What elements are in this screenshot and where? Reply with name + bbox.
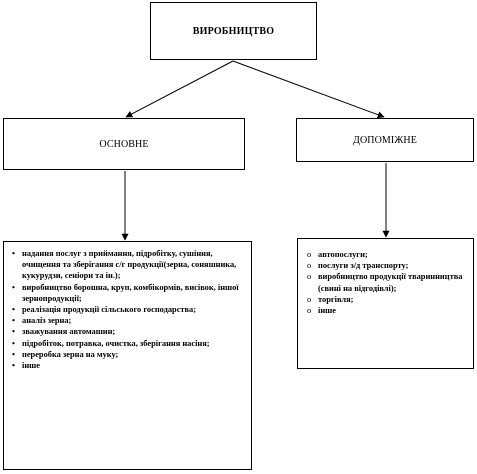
list-item: o послуги з/д транспорту;	[304, 260, 469, 271]
branch-main-node	[3, 118, 245, 170]
list-item: • аналіз зерна;	[10, 315, 247, 326]
branch-aux-label: ДОПОМІЖНЕ	[353, 134, 417, 146]
branch-aux-node	[296, 118, 474, 162]
arrow-root-to-main	[126, 61, 233, 117]
root-node	[150, 2, 317, 60]
aux-activities-list	[304, 249, 469, 316]
root-label: ВИРОБНИЦТВО	[192, 25, 275, 37]
list-item: o торгівля;	[304, 294, 469, 305]
list-item: o інше	[304, 305, 469, 316]
list-item: • реалізація продукції сільського господарства;	[10, 304, 247, 315]
aux-activities-box	[297, 238, 474, 369]
list-item: • зважування автомашин;	[10, 326, 247, 337]
list-item: • інше	[10, 360, 247, 371]
list-item: o автопослуги;	[304, 249, 469, 260]
main-activities-list	[10, 248, 247, 371]
arrow-root-to-aux	[233, 61, 384, 117]
list-item: o виробництво продукції тваринництва (свині на відгодівлі);	[304, 271, 469, 293]
list-item: • виробництво борошна, круп, комбікормів, висівок, іншої зернопродукції;	[10, 282, 247, 304]
main-activities-box	[3, 241, 252, 470]
list-item: • переробка зерна на муку;	[10, 349, 247, 360]
list-item: • надання послуг з приймання, підробітку, сушіння, очищення та зберігання с/г продукції(зерна, соняшника, кукурудзи, сеніори та ін.);	[10, 248, 247, 282]
list-item: • підробіток, потравка, очистка, зберігання насіня;	[10, 338, 247, 349]
branch-main-label: ОСНОВНЕ	[99, 138, 149, 150]
